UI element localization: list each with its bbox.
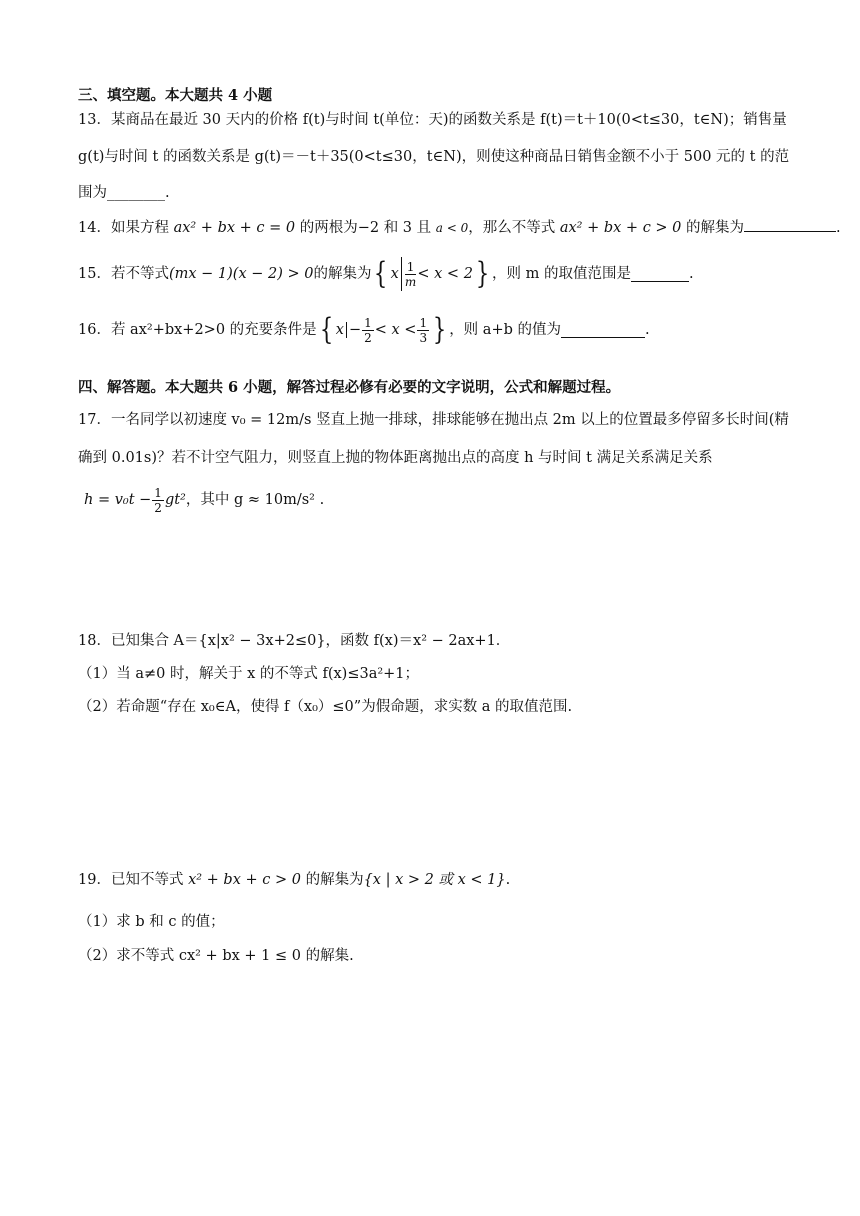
q16-fraction-2: [417, 316, 429, 345]
q15-prefix: 15．若不等式: [78, 266, 169, 282]
q17-formula-right: gt²: [164, 492, 186, 508]
q18-line-2: （1）当 a≠0 时，解关于 x 的不等式 f(x)≤3a²+1；: [78, 666, 420, 682]
q15-frac-den: m: [404, 274, 417, 289]
q17-frac-num: 1: [154, 485, 162, 500]
set-bar: [401, 257, 402, 291]
right-brace: }: [475, 256, 490, 291]
q17-line-1: 17．一名同学以初速度 v₀ = 12m/s 竖直上抛一排球，排球能够在抛出点 2m 以上的位置最多停留多长时间(精: [78, 412, 789, 428]
q15-fraction: [405, 260, 417, 289]
section-3-heading: 三、填空题。本大题共 4 小题: [78, 87, 273, 104]
q14-answer-blank[interactable]: [744, 216, 836, 232]
q14-suffix: 的解集为: [681, 220, 745, 236]
right-brace: }: [432, 312, 447, 347]
q15-suffix: ，则 m 的取值范围是: [492, 266, 631, 282]
q18-line-1: 18．已知集合 A＝{x|x² − 3x+2≤0}，函数 f(x)＝x² − 2ax+1．: [78, 633, 511, 649]
q15-solution-set: [371, 257, 492, 291]
q19-mid: 的解集为: [300, 872, 364, 888]
q15-inequality: (mx − 1)(x − 2) > 0: [168, 266, 314, 282]
q19-set: {x | x > 2 或 x < 1}: [363, 872, 506, 888]
q17-fraction: [152, 486, 164, 515]
q16-end: .: [644, 322, 650, 338]
left-brace: {: [319, 312, 333, 347]
section-4-heading: 四、解答题。本大题共 6 小题，解答过程必修有必要的文字说明，公式和解题过程。: [78, 379, 621, 396]
q17-formula: [84, 480, 324, 520]
q15-end: .: [688, 266, 694, 282]
q16-condition-set: [317, 312, 450, 347]
q16: [78, 310, 650, 350]
q17-suffix: ，其中 g ≈ 10m/s² .: [185, 492, 325, 508]
q14-mid2: ，那么不等式: [468, 220, 560, 236]
q19-line-2: （1）求 b 和 c 的值；: [78, 914, 225, 930]
q19-inequality: x² + bx + c > 0: [188, 872, 301, 888]
q19-line-1: [78, 870, 510, 890]
q16-frac2-den: 3: [419, 330, 428, 345]
q14-end: .: [836, 220, 841, 236]
set-bar: [346, 322, 347, 338]
q18-line-3: （2）若命题“存在 x₀∈A，使得 f（x₀）≤0”为假命题，求实数 a 的取值范围.: [78, 699, 573, 715]
q16-answer-blank[interactable]: [561, 322, 645, 338]
q16-suffix: ，则 a+b 的值为: [449, 322, 561, 338]
q16-frac2-num: 1: [419, 315, 428, 330]
q19-end: .: [505, 872, 511, 888]
q16-minus: −: [348, 322, 362, 338]
q16-prefix: 16．若 ax²+bx+2>0 的充要条件是: [78, 322, 317, 338]
q16-fraction-1: [362, 316, 374, 345]
q14-inequality: ax² + bx + c > 0: [559, 220, 682, 236]
left-brace: {: [374, 256, 388, 291]
q15-set-var: x: [390, 266, 399, 282]
q13-line-2: g(t)与时间 t 的函数关系是 g(t)＝－t＋35(0<t≤30，t∈N)，则使这种商品日销售金额不小于 500 元的 t 的范: [78, 149, 790, 165]
q15: [78, 254, 694, 294]
q16-set-var: x: [335, 322, 344, 338]
q17-frac-den: 2: [154, 500, 162, 515]
q17-line-2: 确到 0.01s)？若不计空气阻力，则竖直上抛的物体距离抛出点的高度 h 与时间 t 满足关系满足关系: [78, 450, 713, 466]
q15-set-rest: < x < 2: [417, 266, 473, 282]
q16-frac1-den: 2: [364, 330, 372, 345]
q17-formula-left: h = v₀t −: [84, 492, 152, 508]
q13-line-3: 围为________.: [78, 185, 170, 201]
q15-answer-blank[interactable]: [631, 266, 689, 282]
q14-mid: 的两根为−2 和 3 且: [295, 220, 436, 236]
q14-condition: a < 0: [435, 221, 469, 235]
q15-mid: 的解集为: [313, 266, 372, 282]
q13-line-1: 13．某商品在最近 30 天内的价格 f(t)与时间 t(单位：天)的函数关系是 f(t)＝t＋10(0<t≤30，t∈N)；销售量: [78, 112, 787, 128]
q15-frac-num: 1: [406, 259, 415, 274]
q16-lt-x-lt: < x <: [374, 322, 417, 338]
q19-prefix: 19．已知不等式: [78, 872, 189, 888]
q14-equation: ax² + bx + c = 0: [173, 220, 296, 236]
q16-frac1-num: 1: [364, 315, 372, 330]
q19-line-3: （2）求不等式 cx² + bx + 1 ≤ 0 的解集.: [78, 948, 354, 964]
q14: [78, 216, 841, 238]
q14-prefix: 14．如果方程: [78, 220, 174, 236]
